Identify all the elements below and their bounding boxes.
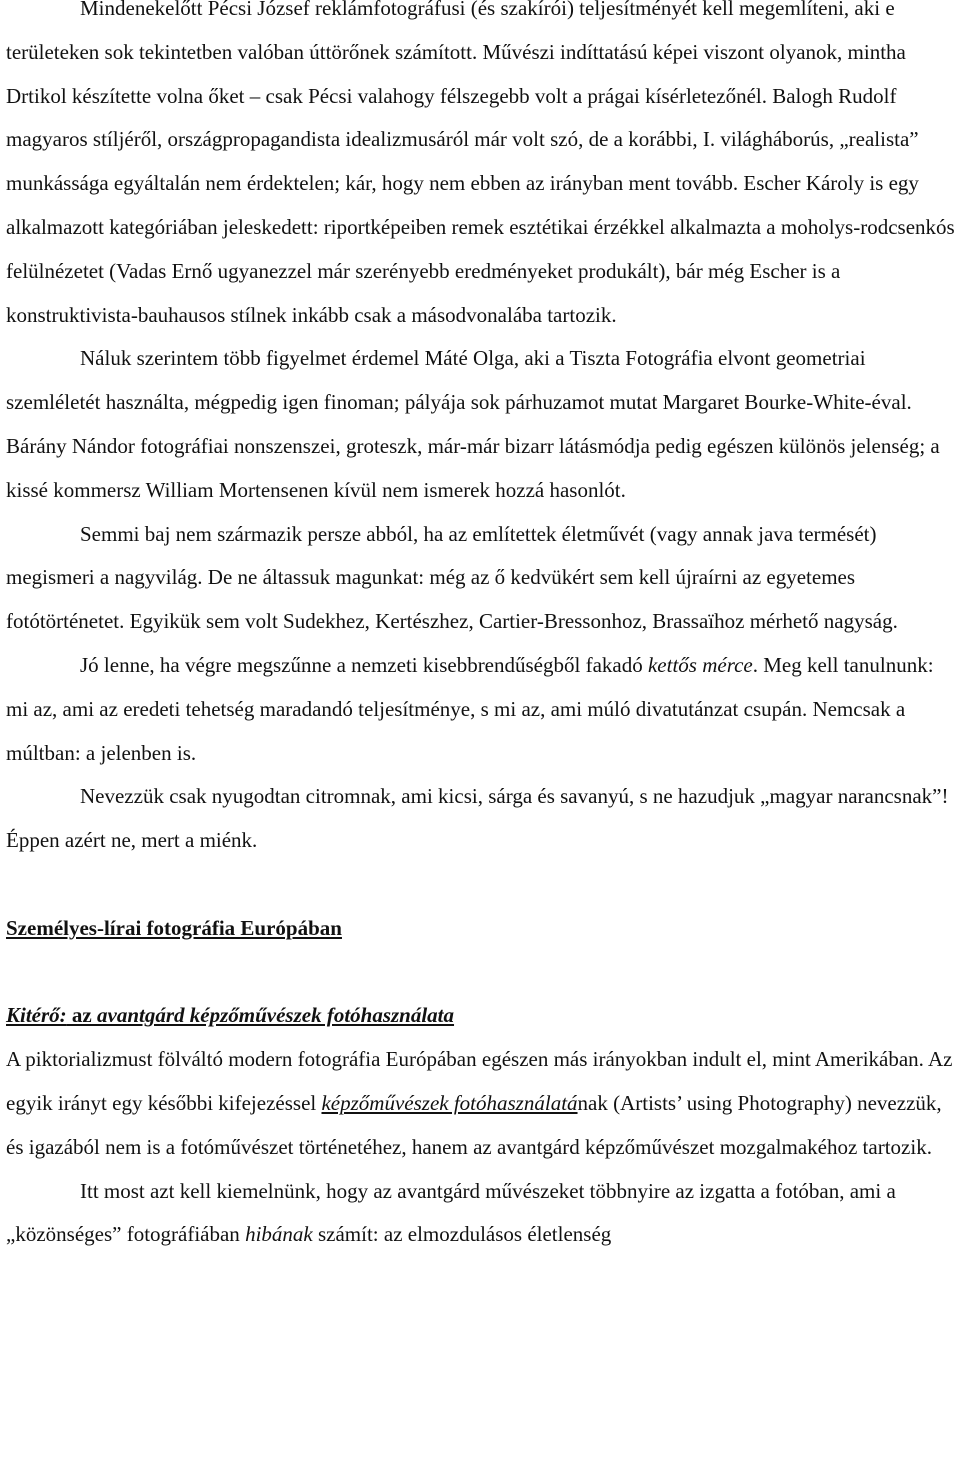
paragraph-avantgard xyxy=(6,1170,956,1258)
subheading-connector: az xyxy=(66,1003,97,1028)
paragraph-pecsi: Mindenekelőtt Pécsi József reklámfotográfusi (és szakírói) teljesítményét kell megemlíteni, aki e területeken sok tekintetben valóban úttörőnek számított. Művészi indíttatású képei viszont olyanok, mintha Drtikol készítette volna őket – csak Pécsi valahogy félszegebb volt a prágai kísérletezőnél. Balogh Rudolf magyaros stíljéről, országpropagandista idealizmusáról már volt szó, de a korábbi, I. világháborús, „realista” munkássága egyáltalán nem érdektelen; kár, hogy nem ebben az irányban ment tovább. Escher Károly is egy alkalmazott kategóriában jeleskedett: riportképeiben remek esztétikai érzékkel alkalmazta a moholys-rodcsenkós felülnézetet (Vadas Ernő ugyanezzel már szerényebb eredményeket produkált), bár még Escher is a konstruktivista-bauhausos stílnek inkább csak a másodvonalába tartozik. xyxy=(6,0,955,327)
document-page xyxy=(6,0,956,1257)
paragraph-piktorializmus xyxy=(6,1038,956,1169)
subheading-italic: Kitérő: xyxy=(6,1003,67,1028)
text-run: számít: az elmozdulásos életlenség xyxy=(312,1222,612,1247)
text-run: . Meg kell tanulnunk: mi az, ami az eredeti tehetség maradandó teljesítménye, s mi az, ami múló divatutánzat csupán. Nemcsak a múltban: a jelenben is. xyxy=(6,652,934,765)
paragraph-kettos-merce xyxy=(6,644,956,775)
section-heading: Személyes-lírai fotográfia Európában xyxy=(6,915,342,940)
text-run: nak (Artists’ using Photography) nevezzük, és igazából nem is a fotóművészet történetéhez, hanem az avantgárd képzőművészet mozgalmakéhoz tartozik. xyxy=(6,1090,942,1159)
subheading-italic-rest: avantgárd képzőművészek fotóhasználata xyxy=(97,1003,455,1028)
paragraph-eletmu: Semmi baj nem származik persze abból, ha az említettek életművét (vagy annak java termését) megismeri a nagyvilág. De ne áltassuk magunkat: még az ő kedvükért sem kell újraírni az egyetemes fotótörténetet. Egyikük sem volt Sudekhez, Kertészhez, Cartier-Bressonhoz, Brassaïhoz mérhető nagyság. xyxy=(6,521,898,634)
paragraph-mate-olga: Náluk szerintem több figyelmet érdemel Máté Olga, aki a Tiszta Fotográfia elvont geometriai szemléletét használta, mégpedig igen finoman; pályája sok párhuzamot mutat Margaret Bourke-White-éval. Bárány Nándor fotográfiai nonszenszei, groteszk, már-már bizarr látásmódja pedig egészen különös jelenség; a kissé kommersz William Mortensenen kívül nem ismerek hozzá hasonlót. xyxy=(6,346,940,502)
text-run: A piktorializmust fölváltó modern fotográfia Európában egészen más irányokban indult el, mint Amerikában. Az egyik irányt egy későbbi kifejezéssel xyxy=(6,1047,953,1115)
text-run: Jó lenne, ha végre megszűnne a nemzeti kisebbrendűségből fakadó xyxy=(80,652,648,677)
text-run: Itt most azt kell kiemelnünk, hogy az avantgárd művészeket többnyire az izgatta a fotóban, ami a „közönséges” fotográfiában xyxy=(6,1178,896,1247)
italic-run: kettős mérce xyxy=(647,652,753,677)
italic-run: képzőművészek fotóhasználatá xyxy=(321,1090,578,1115)
paragraph-citrom: Nevezzük csak nyugodtan citromnak, ami kicsi, sárga és savanyú, s ne hazudjuk „magyar narancsnak”! Éppen azért ne, mert a miénk. xyxy=(6,784,949,853)
subheading-kitero xyxy=(6,994,956,1038)
italic-run: hibának xyxy=(245,1222,313,1247)
